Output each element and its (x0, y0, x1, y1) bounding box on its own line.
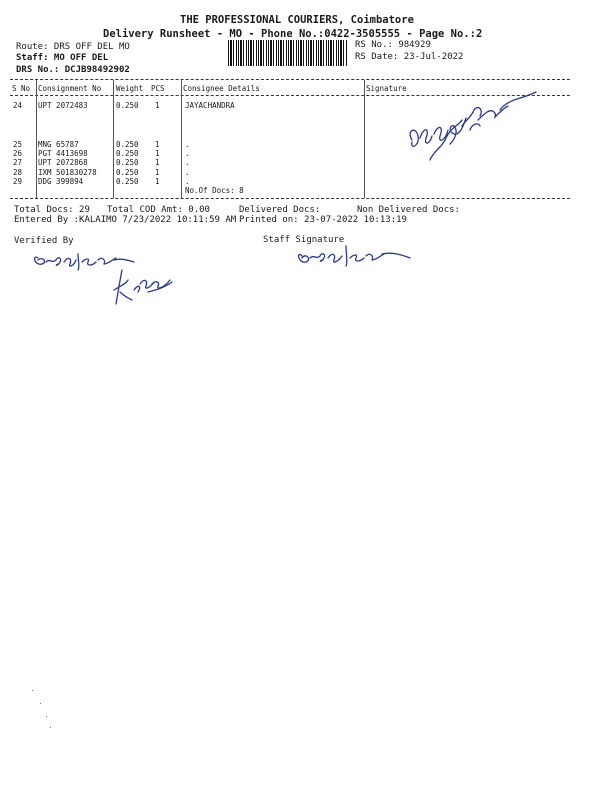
second-verifier-signature (108, 262, 178, 307)
row-consignee: . (185, 177, 190, 186)
row-consignment: PGT 4413698 (38, 149, 88, 158)
scan-speck (40, 703, 41, 704)
row-pcs: 1 (155, 149, 160, 158)
col-header-consignee: Consignee Details (183, 84, 260, 93)
row-sno: 28 (13, 168, 23, 177)
row-consignee: . (185, 149, 190, 158)
row-consignee: JAYACHANDRA (185, 101, 235, 110)
column-divider (181, 80, 182, 198)
row-consignment: UPT 2072868 (38, 158, 88, 167)
row-consignee: . (185, 140, 190, 149)
row-weight: 0.250 (116, 149, 139, 158)
scan-speck (50, 727, 51, 728)
row-consignee: . (185, 158, 190, 167)
col-header-weight: Weight (116, 84, 144, 93)
entered-by: Entered By :KALAIMO 7/23/2022 10:11:59 AM (14, 215, 237, 225)
delivered-docs: Delivered Docs: (239, 205, 321, 215)
row-consignment: UPT 2072483 (38, 101, 88, 110)
row-pcs: 1 (155, 101, 160, 110)
receiver-signature (400, 90, 540, 180)
column-divider (36, 80, 37, 198)
row-weight: 0.250 (116, 177, 139, 186)
row-pcs: 1 (155, 140, 160, 149)
printed-on: Printed on: 23-07-2022 10:13:19 (239, 215, 407, 225)
row-sno: 29 (13, 177, 23, 186)
row-consignment: MNG 65787 (38, 140, 79, 149)
verified-by-label: Verified By (14, 236, 74, 246)
row-weight: 0.250 (116, 140, 139, 149)
rs-number: RS No.: 984929 (355, 40, 431, 50)
row-sno: 27 (13, 158, 23, 167)
row-weight: 0.250 (116, 101, 139, 110)
row-sno: 26 (13, 149, 23, 158)
runsheet-title: Delivery Runsheet - MO - Phone No.:0422-3505555 - Page No.:2 (103, 28, 483, 40)
staff-signature (292, 240, 422, 270)
drs-number: DRS No.: DCJB98492902 (16, 65, 130, 75)
no-of-docs: No.Of Docs: 8 (185, 186, 244, 195)
table-bottom-rule (10, 198, 570, 199)
col-header-signature: Signature (366, 84, 407, 93)
non-delivered-docs: Non Delivered Docs: (357, 205, 460, 215)
row-pcs: 1 (155, 158, 160, 167)
column-divider (113, 80, 114, 198)
company-name: THE PROFESSIONAL COURIERS, Coimbatore (180, 14, 414, 26)
staff-label: Staff: MO OFF DEL (16, 53, 109, 63)
scan-speck (46, 716, 47, 717)
column-divider (364, 80, 365, 198)
barcode (228, 40, 348, 66)
row-consignee: . (185, 168, 190, 177)
row-pcs: 1 (155, 168, 160, 177)
col-header-pcs: PCS (151, 84, 165, 93)
col-header-consignment: Consignment No (38, 84, 102, 93)
row-pcs: 1 (155, 177, 160, 186)
rs-date: RS Date: 23-Jul-2022 (355, 52, 464, 62)
row-sno: 24 (13, 101, 23, 110)
staff-signature-label: Staff Signature (263, 235, 345, 245)
total-cod-amount: Total COD Amt: 0.00 (107, 205, 210, 215)
total-docs: Total Docs: 29 (14, 205, 90, 215)
scan-speck (32, 690, 33, 691)
table-top-rule (10, 79, 570, 80)
col-header-sno: S No (12, 84, 31, 93)
row-sno: 25 (13, 140, 23, 149)
row-weight: 0.250 (116, 168, 139, 177)
row-consignment: IXM 501830278 (38, 168, 97, 177)
route-label: Route: DRS OFF DEL MO (16, 42, 130, 52)
row-weight: 0.250 (116, 158, 139, 167)
row-consignment: DDG 399894 (38, 177, 84, 186)
